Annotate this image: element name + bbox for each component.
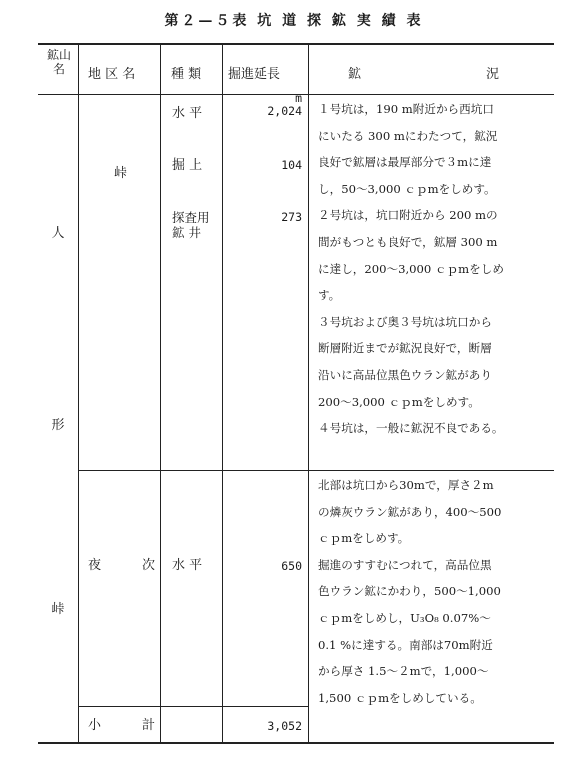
row2-length: 650 bbox=[281, 559, 302, 573]
top-rule bbox=[38, 43, 554, 45]
status-line: １号坑は，190 m附近から西坑口 bbox=[318, 102, 494, 116]
row1-type-4: 鉱 井 bbox=[172, 225, 201, 240]
subtotal-label-left: 小 bbox=[88, 718, 102, 733]
header-area: 地 区 名 bbox=[88, 67, 136, 82]
row2-area-left: 夜 bbox=[88, 558, 102, 573]
row1-type-3: 探査用 bbox=[172, 210, 210, 225]
row2-status bbox=[318, 472, 501, 711]
row1-length-3: 273 bbox=[281, 210, 302, 224]
col-divider-1 bbox=[78, 43, 79, 743]
status-line: から厚さ 1.5〜２mで，1,000〜 bbox=[318, 664, 489, 679]
status-line: し，50〜3,000 ｃｐmをしめす。 bbox=[318, 181, 496, 196]
status-line: 沿いに高品位黒色ウラン鉱があり bbox=[318, 367, 492, 382]
subtotal-divider bbox=[78, 706, 308, 707]
subtotal-label-right: 計 bbox=[142, 718, 156, 733]
status-line: ｃｐmをしめし，U₃O₈ 0.07%〜 bbox=[318, 610, 491, 625]
mine-name-char-1: 人 bbox=[51, 226, 65, 241]
row-divider bbox=[78, 470, 554, 471]
status-line: にいたる 300 mにわたつて，鉱況 bbox=[318, 128, 498, 143]
status-line: ３号坑および奥３号坑は坑口から bbox=[318, 314, 492, 329]
status-line: 北部は坑口から30mで，厚さ２m bbox=[318, 478, 494, 492]
row1-area: 峠 bbox=[114, 166, 128, 181]
col-divider-2 bbox=[160, 43, 161, 743]
col-divider-4 bbox=[308, 43, 309, 743]
row1-status bbox=[318, 96, 504, 442]
status-line: 200〜3,000 ｃｐmをしめす。 bbox=[318, 394, 480, 409]
status-line: に達し，200〜3,000 ｃｐmをしめ bbox=[318, 261, 504, 276]
mine-name-char-2: 形 bbox=[51, 418, 65, 433]
row2-area-right: 次 bbox=[142, 558, 156, 573]
status-line: 1,500 ｃｐmをしめしている。 bbox=[318, 690, 482, 705]
header-mine: 鉱山名 bbox=[46, 48, 71, 76]
row1-type-1: 水 平 bbox=[172, 106, 203, 121]
status-line: 色ウラン鉱にかわり，500〜1,000 bbox=[318, 584, 501, 599]
row1-length-2: 104 bbox=[281, 158, 302, 172]
subtotal-value: 3,052 bbox=[267, 719, 302, 733]
row1-length-1: 2,024 bbox=[267, 104, 302, 118]
status-line: ｃｐmをしめす。 bbox=[318, 531, 410, 546]
status-line: ２号坑は，坑口附近から 200 mの bbox=[318, 208, 498, 223]
status-line: ４号坑は，一般に鉱況不良である。 bbox=[318, 421, 504, 436]
status-line: 良好で鉱層は最厚部分で３mに達 bbox=[318, 155, 492, 170]
row2-type: 水 平 bbox=[172, 558, 203, 573]
status-line: の燐灰ウラン鉱があり，400〜500 bbox=[318, 504, 502, 519]
unit-label: m bbox=[295, 91, 302, 105]
header-type: 種 類 bbox=[171, 67, 202, 82]
table-title: 第２—５表 坑 道 探 鉱 実 績 表 bbox=[164, 13, 424, 29]
header-status-b: 況 bbox=[486, 67, 500, 82]
header-length: 掘進延長 bbox=[228, 67, 281, 82]
row1-type-2: 掘 上 bbox=[172, 158, 203, 173]
status-line: 0.1 %に達する。南部は70m附近 bbox=[318, 637, 493, 652]
bottom-rule bbox=[38, 742, 554, 744]
col-divider-3 bbox=[222, 43, 223, 743]
status-line: 断層附近までが鉱況良好で，断層 bbox=[318, 341, 492, 356]
status-line: す。 bbox=[318, 288, 341, 303]
header-status-a: 鉱 bbox=[348, 67, 362, 82]
mine-name-char-3: 峠 bbox=[51, 602, 65, 617]
status-line: 掘進のすすむにつれて，高品位黒 bbox=[318, 557, 492, 572]
status-line: 間がもつとも良好で，鉱層 300 m bbox=[318, 234, 498, 249]
